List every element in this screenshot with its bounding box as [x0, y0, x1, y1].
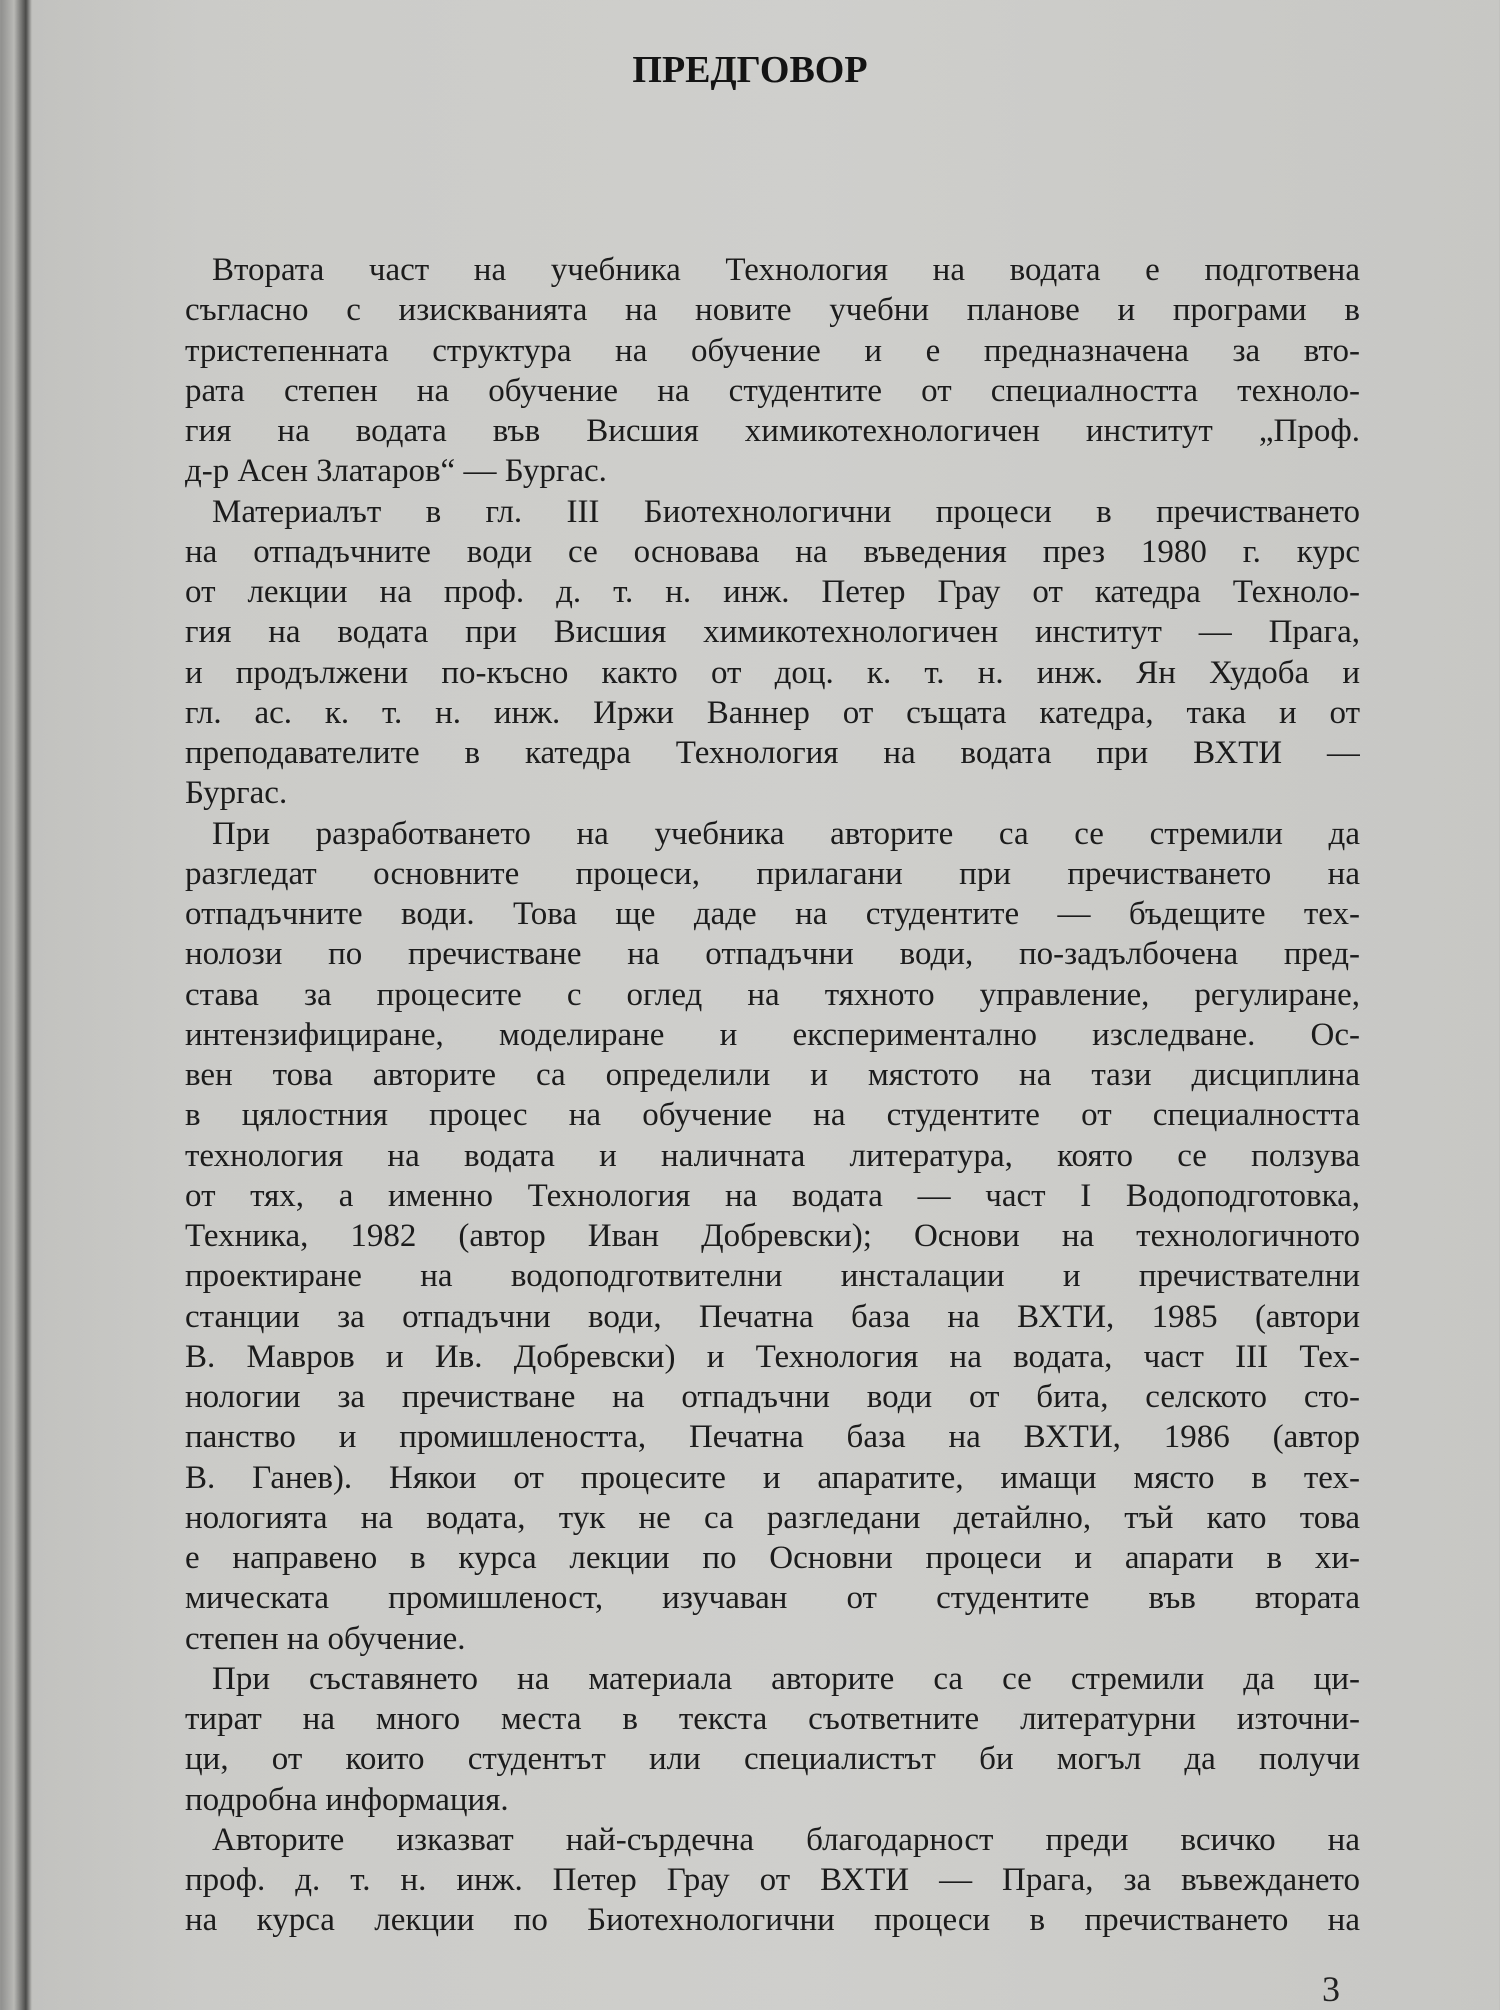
text-line: нолози по пречистване на отпадъчни води, по-задълбочена пред- — [185, 936, 1360, 973]
text-line: степен на обучение. — [185, 1620, 466, 1657]
paragraph — [185, 1820, 1360, 1941]
text-line: панство и промишлеността, Печатна база на ВХТИ, 1986 (автор — [185, 1419, 1360, 1456]
body-text — [185, 250, 1360, 1941]
paragraph — [185, 492, 1360, 814]
text-line: При разработването на учебника авторите са се стремили да — [212, 815, 1360, 852]
page-number: 3 — [1322, 1969, 1340, 2009]
text-line: В. Мавров и Ив. Добревски) и Технология на водата, част III Тех- — [185, 1338, 1360, 1375]
text-line: отпадъчните води. Това ще даде на студентите — бъдещите тех- — [185, 896, 1360, 932]
text-line: на отпадъчните води се основава на въведения през 1980 г. курс — [185, 533, 1360, 570]
text-line: нологии за пречистване на отпадъчни води от бита, селското сто- — [185, 1379, 1360, 1415]
text-line: проектиране на водоподготвителни инсталации и пречиствателни — [185, 1258, 1360, 1295]
text-line: При съставянето на материала авторите са се стремили да ци- — [212, 1660, 1360, 1697]
text-line: Втората част на учебника Технология на водата е подготвена — [212, 252, 1360, 288]
text-line: тират на много места в текста съответните литературни източни- — [185, 1701, 1360, 1737]
text-line: станции за отпадъчни води, Печатна база на ВХТИ, 1985 (автори — [185, 1298, 1360, 1335]
text-line: гия на водата във Висшия химикотехнологичен институт „Проф. — [185, 413, 1360, 449]
text-line: Техника, 1982 (автор Иван Добревски); Основи на технологичното — [185, 1218, 1360, 1254]
text-line: Бургас. — [185, 775, 288, 812]
page-title: ПРЕДГОВОР — [632, 49, 868, 91]
paragraph — [185, 250, 1360, 492]
paragraph — [185, 814, 1360, 1659]
text-line: д-р Асен Златаров“ — Бургас. — [185, 453, 607, 490]
text-line: съгласно с изискванията на новите учебни планове и програми в — [185, 292, 1360, 329]
text-line: рата степен на обучение на студентите от специалността техноло- — [185, 372, 1360, 409]
text-line: подробна информация. — [185, 1781, 509, 1818]
text-line: тристепенната структура на обучение и е предназначена за вто- — [185, 332, 1360, 369]
text-line: нологията на водата, тук не са разгледани детайлно, тъй като това — [185, 1499, 1360, 1536]
text-line: е направено в курса лекции по Основни процеси и апарати в хи- — [185, 1540, 1360, 1576]
text-line: в цялостния процес на обучение на студентите от специалността — [185, 1097, 1360, 1134]
text-line: гия на водата при Висшия химикотехнологичен институт — Прага, — [185, 614, 1360, 651]
text-line: интензифициране, моделиране и експериментално изследване. Ос- — [185, 1016, 1360, 1053]
text-line: от тях, а именно Технология на водата — част I Водоподготовка, — [185, 1177, 1360, 1214]
text-line: Авторите изказват най-сърдечна благодарност преди всичко на — [212, 1821, 1360, 1858]
text-line: става за процесите с оглед на тяхното управление, регулиране, — [185, 976, 1360, 1013]
paragraph — [185, 1659, 1360, 1820]
text-line: вен това авторите са определили и мястото на тази дисциплина — [185, 1057, 1360, 1093]
text-line: Материалът в гл. III Биотехнологични процеси в пречистването — [212, 493, 1360, 530]
text-line: преподавателите в катедра Технология на водата при ВХТИ — — [185, 735, 1360, 771]
text-line: гл. ас. к. т. н. инж. Иржи Ваннер от същата катедра, така и от — [185, 694, 1360, 731]
text-line: и продължени по-късно както от доц. к. т. н. инж. Ян Худоба и — [185, 654, 1360, 691]
text-line: от лекции на проф. д. т. н. инж. Петер Грау от катедра Техноло- — [185, 574, 1360, 610]
text-line: В. Ганев). Някои от процесите и апаратите, имащи място в тех- — [185, 1459, 1360, 1496]
text-line: мическата промишленост, изучаван от студентите във втората — [185, 1580, 1360, 1617]
text-line: технология на водата и наличната литература, която се ползува — [185, 1137, 1360, 1174]
text-line: на курса лекции по Биотехнологични процеси в пречистването на — [185, 1902, 1360, 1939]
text-line: проф. д. т. н. инж. Петер Грау от ВХТИ — Прага, за въвеждането — [185, 1862, 1360, 1898]
text-line: ци, от които студентът или специалистът би могъл да получи — [185, 1741, 1360, 1778]
text-line: разгледат основните процеси, прилагани при пречистването на — [185, 855, 1360, 892]
